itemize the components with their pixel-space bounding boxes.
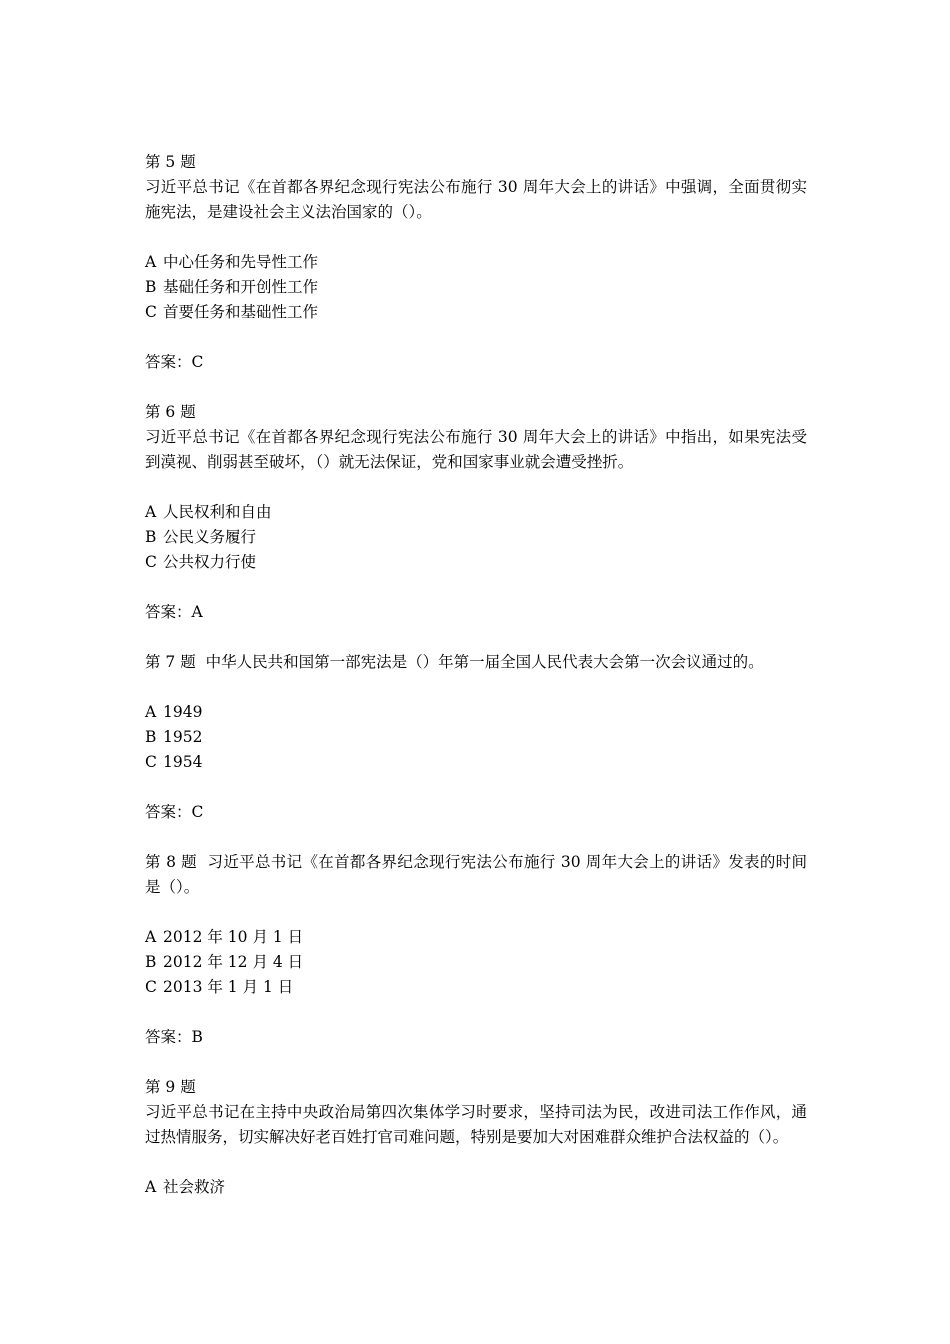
option-a — [145, 925, 807, 950]
question-number: 第 7 题 — [145, 653, 196, 671]
question-number: 第 6 题 — [145, 403, 196, 421]
option-letter: B — [145, 278, 157, 296]
option-text: 2012 年 12 月 4 日 — [163, 953, 304, 971]
option-letter: C — [145, 753, 157, 771]
question-heading — [145, 650, 807, 675]
option-text: 2013 年 1 月 1 日 — [163, 978, 294, 996]
option-letter: C — [145, 303, 157, 321]
option-text: 公民义务履行 — [163, 528, 257, 546]
option-letter: C — [145, 978, 157, 996]
question-9 — [145, 1075, 807, 1200]
option-letter: B — [145, 953, 157, 971]
question-6 — [145, 400, 807, 650]
question-number: 第 5 题 — [145, 153, 196, 171]
question-text: 习近平总书记在主持中央政治局第四次集体学习时要求，坚持司法为民，改进司法工作作风，通过热情服务，切实解决好老百姓打官司难问题，特别是要加大对困难群众维护合法权益的（）。 — [145, 1103, 807, 1146]
option-a — [145, 700, 807, 725]
option-letter: B — [145, 528, 157, 546]
answer: 答案：A — [145, 603, 203, 621]
option-c — [145, 750, 807, 775]
option-letter: A — [145, 928, 157, 946]
option-letter: A — [145, 503, 157, 521]
question-5 — [145, 150, 807, 400]
question-text: 习近平总书记《在首都各界纪念现行宪法公布施行 30 周年大会上的讲话》中指出，如果宪法受到漠视、削弱甚至破坏，（）就无法保证，党和国家事业就会遭受挫折。 — [145, 428, 807, 471]
option-text: 首要任务和基础性工作 — [163, 303, 319, 321]
option-text: 基础任务和开创性工作 — [163, 278, 319, 296]
question-text: 中华人民共和国第一部宪法是（）年第一届全国人民代表大会第一次会议通过的。 — [205, 653, 764, 671]
option-text: 1954 — [163, 753, 203, 771]
option-text: 2012 年 10 月 1 日 — [163, 928, 304, 946]
option-b — [145, 725, 807, 750]
option-text: 社会救济 — [163, 1178, 226, 1196]
question-text: 习近平总书记《在首都各界纪念现行宪法公布施行 30 周年大会上的讲话》发表的时间是（）。 — [145, 853, 807, 896]
option-letter: C — [145, 553, 157, 571]
option-a — [145, 1175, 807, 1200]
option-text: 公共权力行使 — [163, 553, 257, 571]
answer: 答案：B — [145, 1028, 203, 1046]
option-letter: B — [145, 728, 157, 746]
option-text: 1949 — [163, 703, 203, 721]
option-text: 人民权利和自由 — [163, 503, 272, 521]
option-b — [145, 275, 807, 300]
option-letter: A — [145, 1178, 157, 1196]
question-heading — [145, 850, 807, 900]
option-c — [145, 975, 807, 1000]
option-b — [145, 525, 807, 550]
question-number: 第 9 题 — [145, 1078, 196, 1096]
question-8 — [145, 850, 807, 1075]
option-c — [145, 550, 807, 575]
answer: 答案：C — [145, 803, 204, 821]
question-text: 习近平总书记《在首都各界纪念现行宪法公布施行 30 周年大会上的讲话》中强调，全面贯彻实施宪法，是建设社会主义法治国家的（）。 — [145, 178, 807, 221]
question-7 — [145, 650, 807, 850]
option-text: 中心任务和先导性工作 — [163, 253, 319, 271]
option-a — [145, 250, 807, 275]
answer: 答案：C — [145, 353, 204, 371]
option-text: 1952 — [163, 728, 203, 746]
question-number: 第 8 题 — [145, 853, 198, 871]
option-a — [145, 500, 807, 525]
option-c — [145, 300, 807, 325]
option-b — [145, 950, 807, 975]
option-letter: A — [145, 253, 157, 271]
document-page — [145, 150, 807, 1200]
option-letter: A — [145, 703, 157, 721]
